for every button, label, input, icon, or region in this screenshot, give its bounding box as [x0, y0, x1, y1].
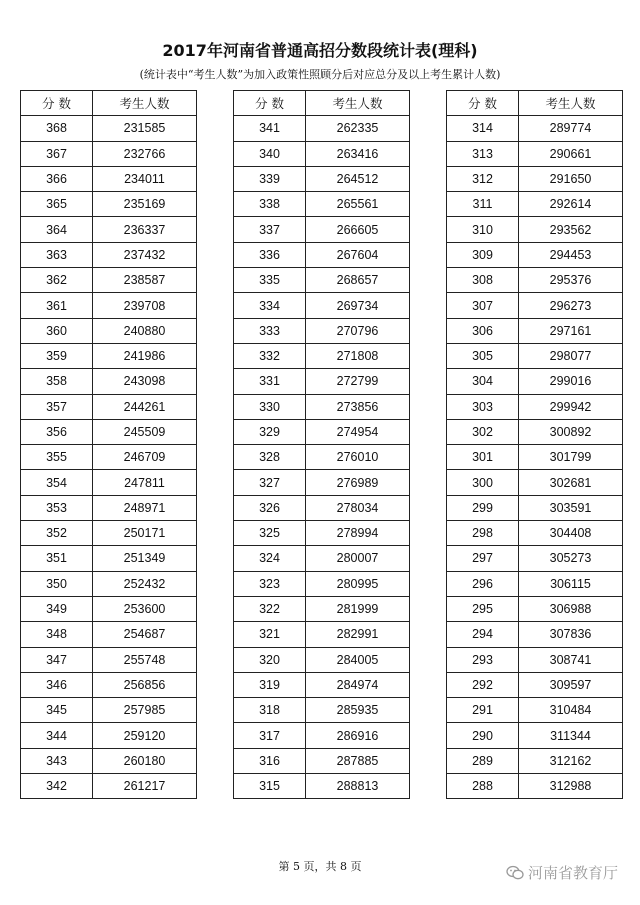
- table-row: [21, 141, 197, 166]
- table-row: [447, 419, 623, 444]
- count-cell: 312162: [519, 748, 623, 773]
- score-cell: 328: [234, 445, 306, 470]
- table-row: [21, 647, 197, 672]
- table-row: [234, 596, 410, 621]
- count-cell: 278034: [306, 495, 410, 520]
- score-cell: 313: [447, 141, 519, 166]
- score-cell: 368: [21, 116, 93, 141]
- count-cell: 248971: [93, 495, 197, 520]
- table-row: [447, 723, 623, 748]
- count-cell: 304408: [519, 521, 623, 546]
- count-cell: 237432: [93, 242, 197, 267]
- score-cell: 357: [21, 394, 93, 419]
- table-row: [447, 647, 623, 672]
- table-row: [21, 293, 197, 318]
- table-row: [447, 369, 623, 394]
- table-row: [447, 521, 623, 546]
- count-cell: 246709: [93, 445, 197, 470]
- count-cell: 284974: [306, 672, 410, 697]
- score-cell: 334: [234, 293, 306, 318]
- count-cell: 252432: [93, 571, 197, 596]
- score-cell: 333: [234, 318, 306, 343]
- count-cell: 240880: [93, 318, 197, 343]
- count-cell: 303591: [519, 495, 623, 520]
- count-cell: 265561: [306, 192, 410, 217]
- count-cell: 257985: [93, 698, 197, 723]
- wechat-icon: [506, 865, 524, 881]
- table-row: [447, 394, 623, 419]
- header-count: 考生人数: [306, 91, 410, 116]
- score-cell: 335: [234, 268, 306, 293]
- table-row: [234, 293, 410, 318]
- table-row: [21, 116, 197, 141]
- table-row: [447, 622, 623, 647]
- table-row: [234, 521, 410, 546]
- table-row: [447, 343, 623, 368]
- table-row: [21, 445, 197, 470]
- score-cell: 350: [21, 571, 93, 596]
- score-table-2: [233, 90, 410, 799]
- score-cell: 348: [21, 622, 93, 647]
- score-cell: 301: [447, 445, 519, 470]
- score-cell: 306: [447, 318, 519, 343]
- count-cell: 310484: [519, 698, 623, 723]
- score-cell: 327: [234, 470, 306, 495]
- table-row: [234, 141, 410, 166]
- table-row: [21, 369, 197, 394]
- count-cell: 269734: [306, 293, 410, 318]
- count-cell: 239708: [93, 293, 197, 318]
- table-row: [234, 774, 410, 799]
- score-cell: 352: [21, 521, 93, 546]
- count-cell: 308741: [519, 647, 623, 672]
- header-count: 考生人数: [519, 91, 623, 116]
- count-cell: 266605: [306, 217, 410, 242]
- table-row: [21, 192, 197, 217]
- score-cell: 322: [234, 596, 306, 621]
- count-cell: 231585: [93, 116, 197, 141]
- score-cell: 290: [447, 723, 519, 748]
- table-row: [447, 141, 623, 166]
- score-cell: 316: [234, 748, 306, 773]
- score-cell: 314: [447, 116, 519, 141]
- count-cell: 268657: [306, 268, 410, 293]
- score-cell: 358: [21, 369, 93, 394]
- count-cell: 255748: [93, 647, 197, 672]
- table-row: [447, 116, 623, 141]
- count-cell: 284005: [306, 647, 410, 672]
- score-cell: 307: [447, 293, 519, 318]
- table-row: [447, 698, 623, 723]
- score-cell: 309: [447, 242, 519, 267]
- table-row: [234, 622, 410, 647]
- score-cell: 294: [447, 622, 519, 647]
- count-cell: 259120: [93, 723, 197, 748]
- table-row: [447, 217, 623, 242]
- count-cell: 253600: [93, 596, 197, 621]
- table-row: [234, 217, 410, 242]
- table-row: [447, 596, 623, 621]
- table-row: [21, 217, 197, 242]
- count-cell: 291650: [519, 166, 623, 191]
- score-cell: 297: [447, 546, 519, 571]
- table-row: [21, 546, 197, 571]
- table-row: [234, 571, 410, 596]
- score-cell: 308: [447, 268, 519, 293]
- score-cell: 312: [447, 166, 519, 191]
- table-row: [447, 495, 623, 520]
- count-cell: 292614: [519, 192, 623, 217]
- table-row: [21, 268, 197, 293]
- watermark: [506, 862, 618, 883]
- score-cell: 317: [234, 723, 306, 748]
- page-footer: 第 5 页，共 8 页: [278, 860, 362, 873]
- table-row: [21, 596, 197, 621]
- count-cell: 272799: [306, 369, 410, 394]
- count-cell: 232766: [93, 141, 197, 166]
- score-cell: 362: [21, 268, 93, 293]
- count-cell: 256856: [93, 672, 197, 697]
- count-cell: 235169: [93, 192, 197, 217]
- header-score: 分 数: [21, 91, 93, 116]
- count-cell: 290661: [519, 141, 623, 166]
- page-title: 2017年河南省普通高招分数段统计表(理科): [162, 41, 478, 60]
- count-cell: 251349: [93, 546, 197, 571]
- table-row: [21, 470, 197, 495]
- count-cell: 267604: [306, 242, 410, 267]
- score-cell: 291: [447, 698, 519, 723]
- score-cell: 342: [21, 774, 93, 799]
- score-cell: 295: [447, 596, 519, 621]
- count-cell: 307836: [519, 622, 623, 647]
- table-row: [21, 723, 197, 748]
- table-row: [447, 774, 623, 799]
- count-cell: 238587: [93, 268, 197, 293]
- count-cell: 280995: [306, 571, 410, 596]
- count-cell: 306988: [519, 596, 623, 621]
- score-cell: 304: [447, 369, 519, 394]
- count-cell: 312988: [519, 774, 623, 799]
- count-cell: 236337: [93, 217, 197, 242]
- count-cell: 262335: [306, 116, 410, 141]
- score-cell: 323: [234, 571, 306, 596]
- count-cell: 247811: [93, 470, 197, 495]
- count-cell: 294453: [519, 242, 623, 267]
- score-cell: 365: [21, 192, 93, 217]
- table-row: [234, 546, 410, 571]
- score-cell: 299: [447, 495, 519, 520]
- table-row: [21, 748, 197, 773]
- table-row: [234, 116, 410, 141]
- count-cell: 278994: [306, 521, 410, 546]
- score-cell: 340: [234, 141, 306, 166]
- count-cell: 254687: [93, 622, 197, 647]
- table-row: [234, 723, 410, 748]
- count-cell: 300892: [519, 419, 623, 444]
- score-cell: 351: [21, 546, 93, 571]
- score-cell: 331: [234, 369, 306, 394]
- table-row: [21, 343, 197, 368]
- count-cell: 245509: [93, 419, 197, 444]
- score-cell: 319: [234, 672, 306, 697]
- score-cell: 310: [447, 217, 519, 242]
- count-cell: 276010: [306, 445, 410, 470]
- count-cell: 280007: [306, 546, 410, 571]
- score-cell: 298: [447, 521, 519, 546]
- score-cell: 303: [447, 394, 519, 419]
- table-row: [234, 445, 410, 470]
- table-row: [447, 445, 623, 470]
- score-cell: 326: [234, 495, 306, 520]
- count-cell: 281999: [306, 596, 410, 621]
- table-row: [21, 571, 197, 596]
- count-cell: 301799: [519, 445, 623, 470]
- score-cell: 339: [234, 166, 306, 191]
- table-row: [21, 419, 197, 444]
- table-row: [447, 672, 623, 697]
- table-row: [447, 546, 623, 571]
- score-cell: 345: [21, 698, 93, 723]
- score-cell: 311: [447, 192, 519, 217]
- score-cell: 288: [447, 774, 519, 799]
- score-cell: 355: [21, 445, 93, 470]
- score-cell: 359: [21, 343, 93, 368]
- table-row: [21, 622, 197, 647]
- table-row: [447, 268, 623, 293]
- score-table-3: [446, 90, 623, 799]
- count-cell: 243098: [93, 369, 197, 394]
- table-row: [447, 192, 623, 217]
- table-row: [234, 672, 410, 697]
- count-cell: 276989: [306, 470, 410, 495]
- count-cell: 288813: [306, 774, 410, 799]
- table-row: [234, 192, 410, 217]
- table-row: [234, 495, 410, 520]
- table-row: [234, 698, 410, 723]
- score-cell: 360: [21, 318, 93, 343]
- count-cell: 263416: [306, 141, 410, 166]
- score-cell: 344: [21, 723, 93, 748]
- table-row: [21, 394, 197, 419]
- table-row: [234, 748, 410, 773]
- score-cell: 346: [21, 672, 93, 697]
- table-row: [447, 166, 623, 191]
- count-cell: 286916: [306, 723, 410, 748]
- count-cell: 309597: [519, 672, 623, 697]
- table-row: [234, 470, 410, 495]
- count-cell: 241986: [93, 343, 197, 368]
- table-row: [21, 698, 197, 723]
- table-row: [234, 369, 410, 394]
- table-row: [447, 318, 623, 343]
- table-row: [21, 242, 197, 267]
- count-cell: 261217: [93, 774, 197, 799]
- table-row: [234, 242, 410, 267]
- score-table-1: [20, 90, 197, 799]
- score-cell: 356: [21, 419, 93, 444]
- score-cell: 292: [447, 672, 519, 697]
- score-cell: 296: [447, 571, 519, 596]
- score-cell: 367: [21, 141, 93, 166]
- count-cell: 271808: [306, 343, 410, 368]
- score-cell: 289: [447, 748, 519, 773]
- score-cell: 347: [21, 647, 93, 672]
- score-cell: 341: [234, 116, 306, 141]
- header-score: 分 数: [234, 91, 306, 116]
- count-cell: 306115: [519, 571, 623, 596]
- score-cell: 305: [447, 343, 519, 368]
- table-row: [447, 470, 623, 495]
- table-row: [234, 166, 410, 191]
- score-cell: 337: [234, 217, 306, 242]
- score-cell: 315: [234, 774, 306, 799]
- score-cell: 302: [447, 419, 519, 444]
- score-cell: 321: [234, 622, 306, 647]
- count-cell: 302681: [519, 470, 623, 495]
- score-cell: 366: [21, 166, 93, 191]
- table-row: [21, 774, 197, 799]
- header-score: 分 数: [447, 91, 519, 116]
- count-cell: 293562: [519, 217, 623, 242]
- count-cell: 311344: [519, 723, 623, 748]
- table-row: [447, 571, 623, 596]
- count-cell: 250171: [93, 521, 197, 546]
- count-cell: 289774: [519, 116, 623, 141]
- count-cell: 305273: [519, 546, 623, 571]
- watermark-text: 河南省教育厅: [527, 864, 618, 882]
- table-row: [234, 343, 410, 368]
- score-cell: 293: [447, 647, 519, 672]
- count-cell: 264512: [306, 166, 410, 191]
- count-cell: 270796: [306, 318, 410, 343]
- score-cell: 363: [21, 242, 93, 267]
- count-cell: 274954: [306, 419, 410, 444]
- page-subtitle: (统计表中“考生人数”为加入政策性照顾分后对应总分及以上考生累计人数): [139, 68, 501, 81]
- score-cell: 325: [234, 521, 306, 546]
- table-row: [234, 394, 410, 419]
- count-cell: 234011: [93, 166, 197, 191]
- score-cell: 361: [21, 293, 93, 318]
- score-cell: 329: [234, 419, 306, 444]
- score-cell: 320: [234, 647, 306, 672]
- table-row: [234, 268, 410, 293]
- score-cell: 336: [234, 242, 306, 267]
- table-row: [21, 318, 197, 343]
- count-cell: 285935: [306, 698, 410, 723]
- table-row: [234, 318, 410, 343]
- score-cell: 332: [234, 343, 306, 368]
- score-cell: 343: [21, 748, 93, 773]
- count-cell: 299942: [519, 394, 623, 419]
- score-cell: 338: [234, 192, 306, 217]
- count-cell: 244261: [93, 394, 197, 419]
- count-cell: 295376: [519, 268, 623, 293]
- table-row: [21, 672, 197, 697]
- count-cell: 299016: [519, 369, 623, 394]
- score-cell: 300: [447, 470, 519, 495]
- count-cell: 297161: [519, 318, 623, 343]
- score-cell: 318: [234, 698, 306, 723]
- table-row: [21, 166, 197, 191]
- score-cell: 364: [21, 217, 93, 242]
- count-cell: 282991: [306, 622, 410, 647]
- score-cell: 324: [234, 546, 306, 571]
- score-cell: 354: [21, 470, 93, 495]
- count-cell: 273856: [306, 394, 410, 419]
- table-row: [447, 293, 623, 318]
- table-row: [234, 419, 410, 444]
- count-cell: 298077: [519, 343, 623, 368]
- header-count: 考生人数: [93, 91, 197, 116]
- score-cell: 349: [21, 596, 93, 621]
- table-row: [447, 748, 623, 773]
- count-cell: 287885: [306, 748, 410, 773]
- table-row: [21, 521, 197, 546]
- count-cell: 296273: [519, 293, 623, 318]
- table-row: [447, 242, 623, 267]
- table-row: [21, 495, 197, 520]
- table-row: [234, 647, 410, 672]
- count-cell: 260180: [93, 748, 197, 773]
- score-cell: 330: [234, 394, 306, 419]
- score-cell: 353: [21, 495, 93, 520]
